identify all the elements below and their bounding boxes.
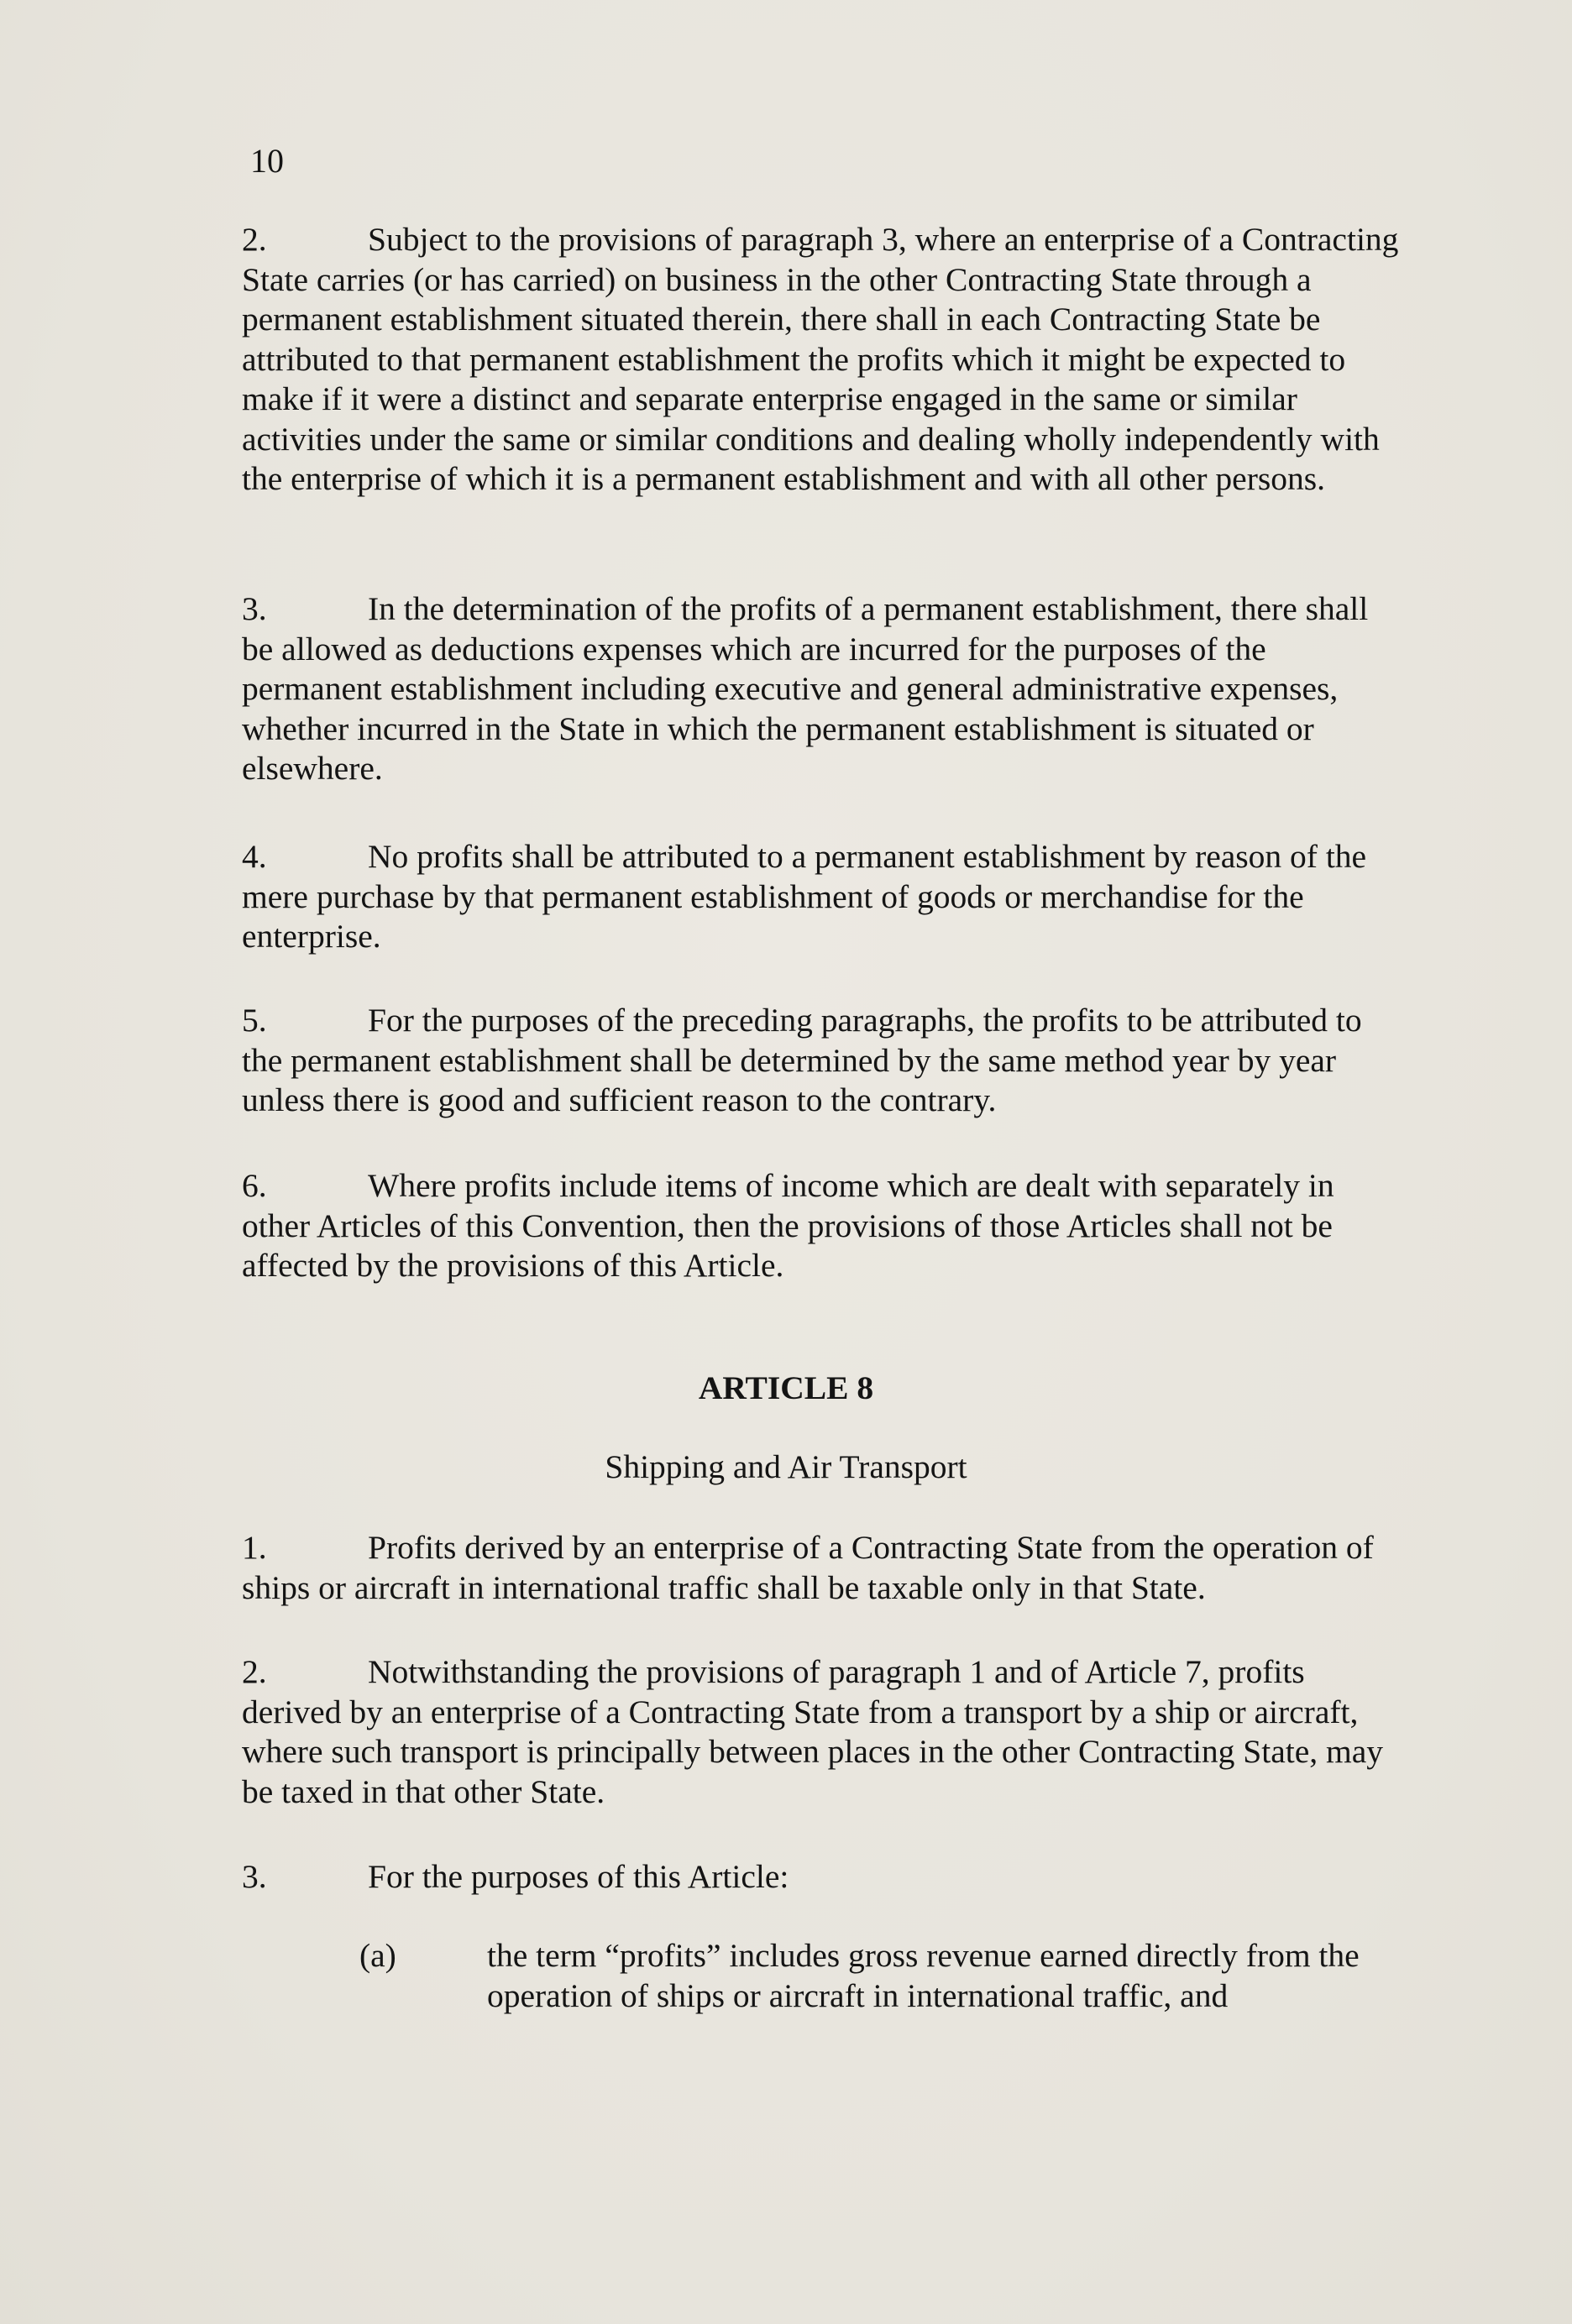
paragraph-text: Where profits include items of income which are dealt with separately in other Articles of this Convention, then the provisions of those Articles shall not be affected by the provisions of this Article.: [242, 1167, 1334, 1284]
paragraph-text: Subject to the provisions of paragraph 3, where an enterprise of a Contracting State carries (or has carried) on business in the other Contracting State through a permanent establishment situated therein, there shall in each Contracting State be attributed to that permanent establishment the profits which it might be expected to make if it were a distinct and separate enterprise engaged in the same or similar activities under the same or similar conditions and dealing wholly independently with the enterprise of which it is a permanent establishment and with all other persons.: [242, 221, 1399, 497]
article-heading: ARTICLE 8: [698, 1369, 874, 1406]
paragraph-8-2: [242, 1652, 1401, 1812]
paragraph-text: For the purposes of this Article:: [368, 1858, 789, 1895]
paragraph-8-3: [242, 1857, 1401, 1897]
paragraph-8-1: [242, 1528, 1401, 1608]
paragraph-number: 1.: [242, 1529, 267, 1566]
paragraph-number: 2.: [242, 1653, 267, 1690]
sub-item-text: the term “profits” includes gross revenue earned directly from the operation of ships or aircraft in international traffic, and: [487, 1937, 1360, 2014]
paragraph-7-4: [242, 837, 1401, 957]
paragraph-text: For the purposes of the preceding paragraphs, the profits to be attributed to the permanent establishment shall be determined by the same method year by year unless there is good and sufficient reason to the contrary.: [242, 1002, 1362, 1118]
paragraph-text: Notwithstanding the provisions of paragraph 1 and of Article 7, profits derived by an enterprise of a Contracting State from a transport by a ship or aircraft, where such transport is principally between places in the other Contracting State, may be taxed in that other State.: [242, 1653, 1384, 1810]
paragraph-7-3: [242, 589, 1401, 789]
sub-item-a: [359, 1936, 1401, 2016]
paragraph-number: 6.: [242, 1167, 267, 1204]
sub-item-label: (a): [359, 1937, 396, 1974]
paragraph-7-6: [242, 1166, 1401, 1286]
paragraph-number: 3.: [242, 1858, 267, 1895]
article-subtitle: Shipping and Air Transport: [605, 1448, 967, 1485]
paragraph-number: 3.: [242, 590, 267, 627]
paragraph-text: Profits derived by an enterprise of a Contracting State from the operation of ships or aircraft in international traffic shall be taxable only in that State.: [242, 1529, 1374, 1606]
page-number: 10: [250, 142, 284, 180]
paragraph-number: 4.: [242, 838, 267, 875]
paragraph-number: 5.: [242, 1002, 267, 1039]
paragraph-number: 2.: [242, 221, 267, 258]
paragraph-7-5: [242, 1001, 1401, 1121]
paragraph-7-2: [242, 220, 1401, 500]
paragraph-text: No profits shall be attributed to a permanent establishment by reason of the mere purchase by that permanent establishment of goods or merchandise for the enterprise.: [242, 838, 1367, 955]
paragraph-text: In the determination of the profits of a permanent establishment, there shall be allowed as deductions expenses which are incurred for the purposes of the permanent establishment including executive and general administrative expenses, whether incurred in the State in which the permanent establishment is situated or elsewhere.: [242, 590, 1369, 787]
